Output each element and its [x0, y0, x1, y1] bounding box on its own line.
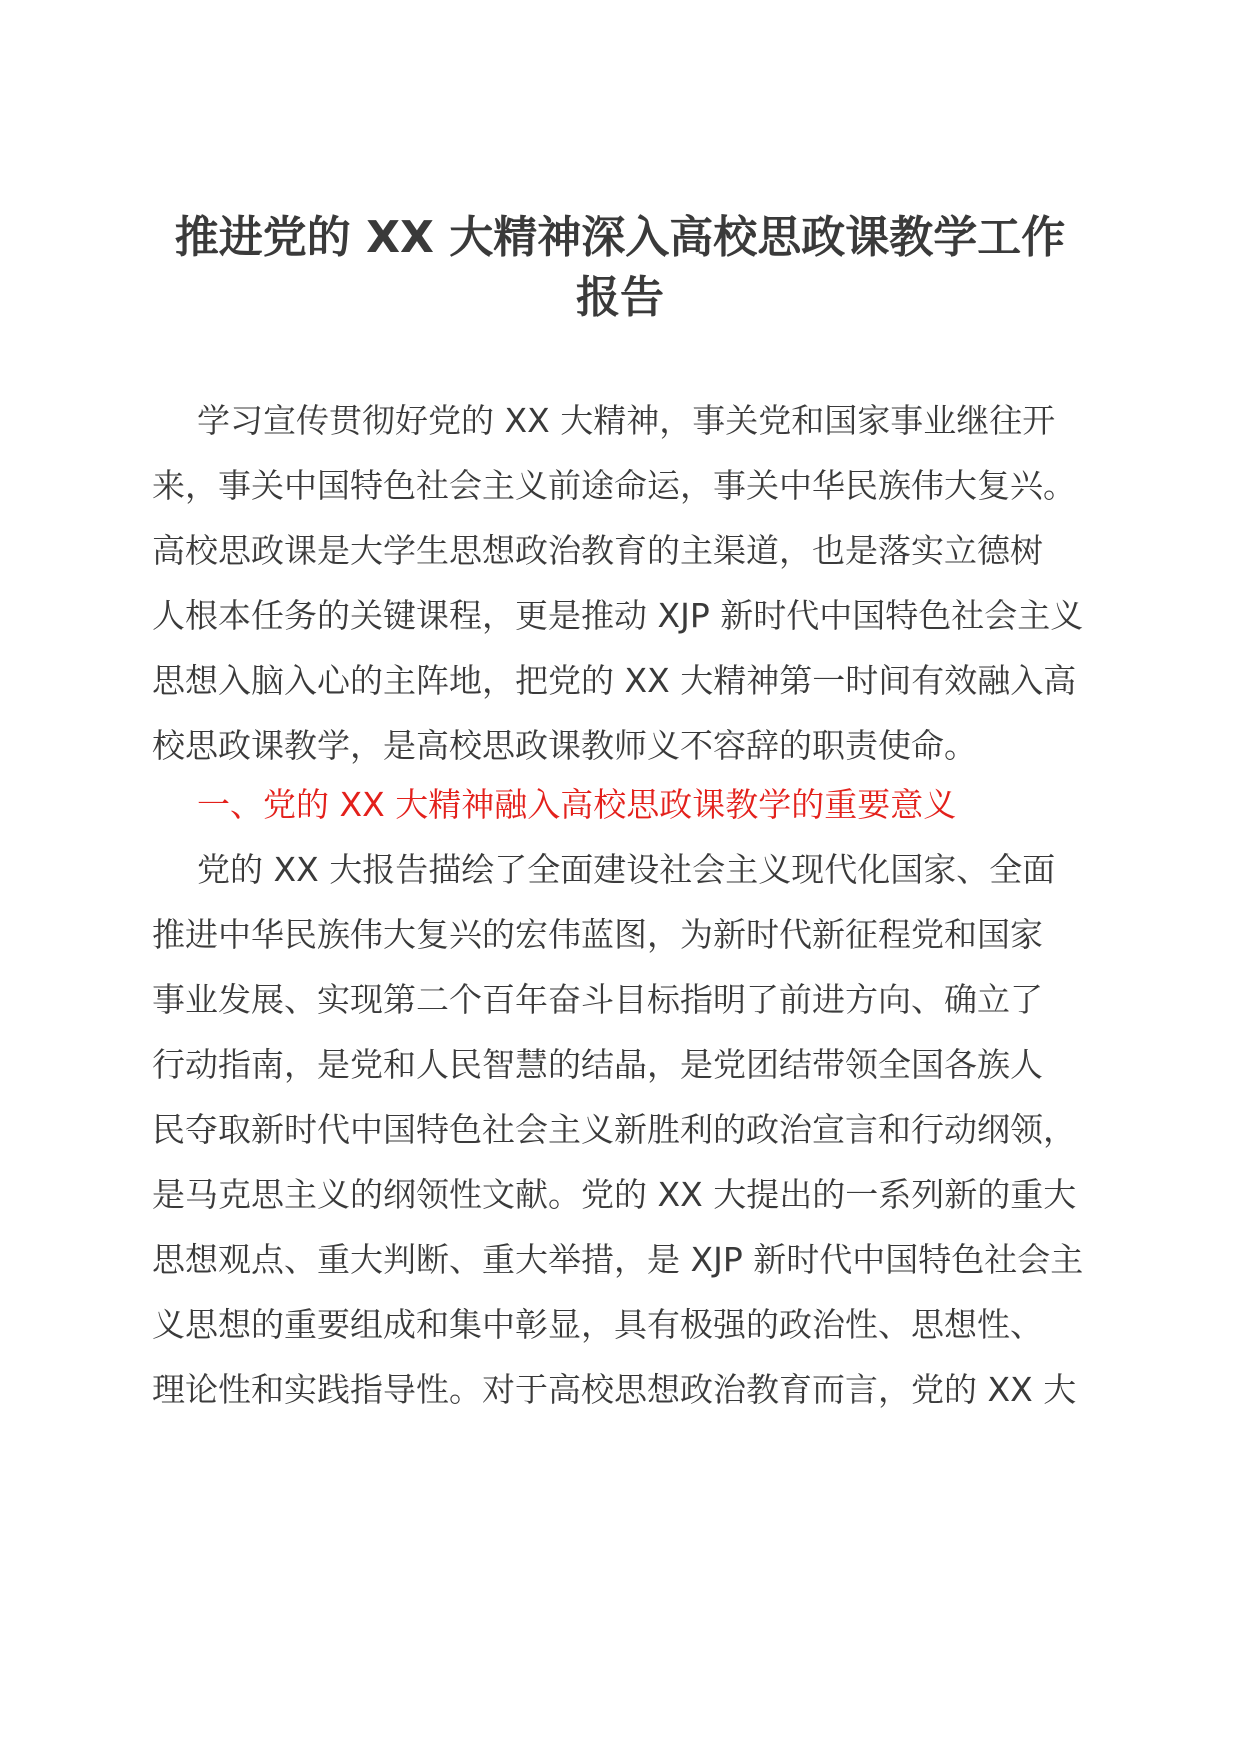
title-line: 报告: [576, 272, 664, 323]
paragraph-line: 校思政课教学，是高校思政课教师义不容辞的职责使命。: [152, 726, 977, 765]
paragraph-line: 推进中华民族伟大复兴的宏伟蓝图，为新时代新征程党和国家: [152, 915, 1043, 954]
paragraph-line: 来，事关中国特色社会主义前途命运，事关中华民族伟大复兴。: [152, 466, 1076, 505]
paragraph-line: 人根本任务的关键课程，更是推动 XJP 新时代中国特色社会主义: [152, 596, 1084, 635]
paragraph-line: 理论性和实践指导性。对于高校思想政治教育而言，党的 XX 大: [152, 1370, 1077, 1409]
paragraph-line: 义思想的重要组成和集中彰显，具有极强的政治性、思想性、: [152, 1305, 1043, 1344]
document-title: [140, 208, 1100, 328]
paragraph-line: 高校思政课是大学生思想政治教育的主渠道，也是落实立德树: [152, 531, 1043, 570]
paragraph-line: 行动指南，是党和人民智慧的结晶，是党团结带领全国各族人: [152, 1045, 1043, 1084]
paragraph-line: 党的 XX 大报告描绘了全面建设社会主义现代化国家、全面: [197, 850, 1056, 889]
intro-paragraph: [152, 388, 1092, 778]
title-line: 推进党的 XX 大精神深入高校思政课教学工作: [174, 212, 1066, 263]
paragraph-line: 学习宣传贯彻好党的 XX 大精神，事关党和国家事业继往开: [197, 401, 1056, 440]
paragraph-line: 民夺取新时代中国特色社会主义新胜利的政治宣言和行动纲领，: [152, 1110, 1076, 1149]
paragraph-line: 思想观点、重大判断、重大举措，是 XJP 新时代中国特色社会主: [152, 1240, 1084, 1279]
section-paragraph: [152, 837, 1092, 1422]
paragraph-line: 思想入脑入心的主阵地，把党的 XX 大精神第一时间有效融入高: [152, 661, 1077, 700]
section-heading: 一、党的 XX 大精神融入高校思政课教学的重要意义: [197, 785, 957, 824]
paragraph-line: 事业发展、实现第二个百年奋斗目标指明了前进方向、确立了: [152, 980, 1043, 1019]
paragraph-line: 是马克思主义的纲领性文献。党的 XX 大提出的一系列新的重大: [152, 1175, 1077, 1214]
